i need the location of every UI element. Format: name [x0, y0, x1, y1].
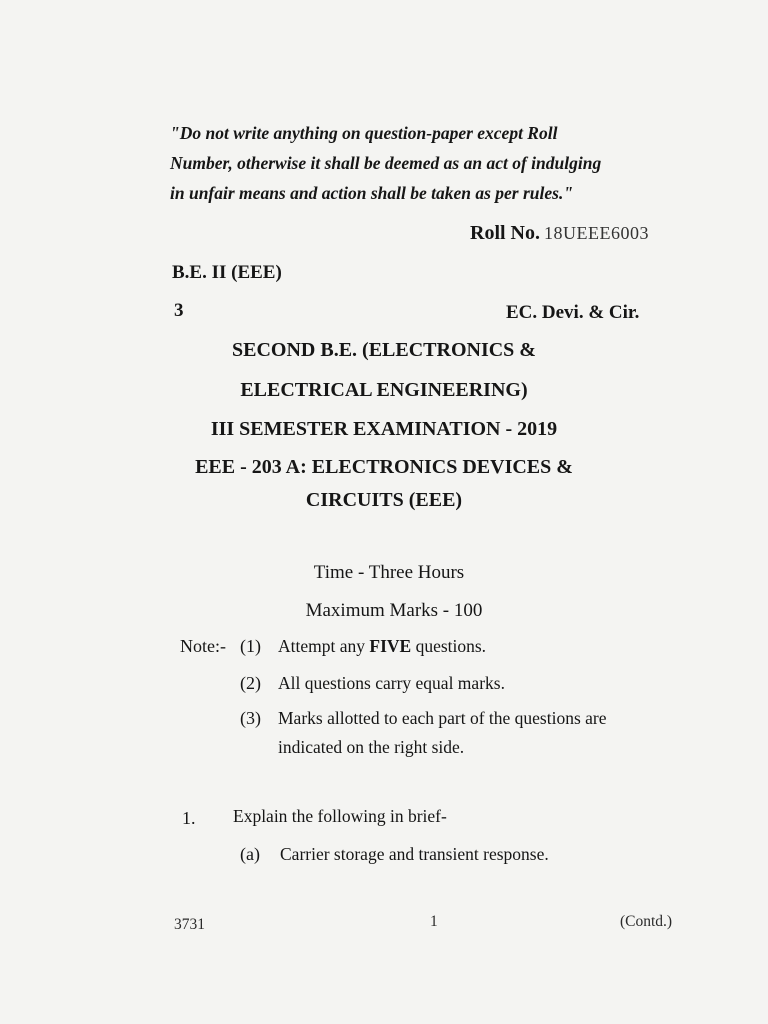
exam-duration: Time - Three Hours	[313, 562, 465, 583]
note-item-2-text: All questions carry equal marks.	[278, 673, 505, 693]
instruction-warning	[170, 118, 690, 208]
roll-number-label: Roll No.	[470, 222, 540, 244]
note-item-1-text: Attempt any FIVE questions.	[278, 636, 487, 656]
exam-title-line-5: CIRCUITS (EEE)	[305, 489, 463, 511]
note-item-3-text-line-1: Marks allotted to each part of the questions are	[278, 708, 607, 728]
warning-line-1: "Do not write anything on question-paper except Roll	[170, 123, 558, 143]
question-1a-label: (a)	[240, 844, 260, 864]
question-1-number: 1.	[182, 808, 196, 828]
roll-number-value: 18UEEE6003	[544, 223, 649, 243]
exam-title-line-1: SECOND B.E. (ELECTRONICS &	[232, 339, 536, 361]
course-name: B.E. II (EEE)	[172, 262, 282, 283]
footer-paper-number: 3731	[174, 916, 205, 933]
note-item-1-emphasis: FIVE	[369, 636, 412, 656]
note-item-2-number: (2)	[240, 673, 261, 693]
exam-title-line-4: EEE - 203 A: ELECTRONICS DEVICES &	[195, 456, 573, 478]
maximum-marks: Maximum Marks - 100	[305, 600, 483, 621]
roll-number	[470, 222, 649, 245]
note-item-1-number: (1)	[240, 636, 261, 656]
paper-code-right: EC. Devi. & Cir.	[506, 302, 640, 323]
note-label: Note:-	[180, 636, 226, 656]
footer-page-number: 1	[430, 913, 438, 930]
question-1a-text: Carrier storage and transient response.	[280, 844, 549, 864]
warning-line-3: in unfair means and action shall be taken as per rules."	[170, 183, 574, 203]
note-item-3-text-line-2: indicated on the right side.	[278, 737, 465, 757]
exam-title-line-2: ELECTRICAL ENGINEERING)	[240, 379, 528, 401]
question-1-text: Explain the following in brief-	[233, 806, 447, 826]
paper-code-left: 3	[174, 300, 184, 321]
note-item-3-number: (3)	[240, 708, 261, 728]
warning-line-2: Number, otherwise it shall be deemed as an act of indulging	[170, 153, 602, 173]
exam-title-line-3: III SEMESTER EXAMINATION - 2019	[210, 418, 558, 440]
footer-continued: (Contd.)	[620, 913, 673, 930]
